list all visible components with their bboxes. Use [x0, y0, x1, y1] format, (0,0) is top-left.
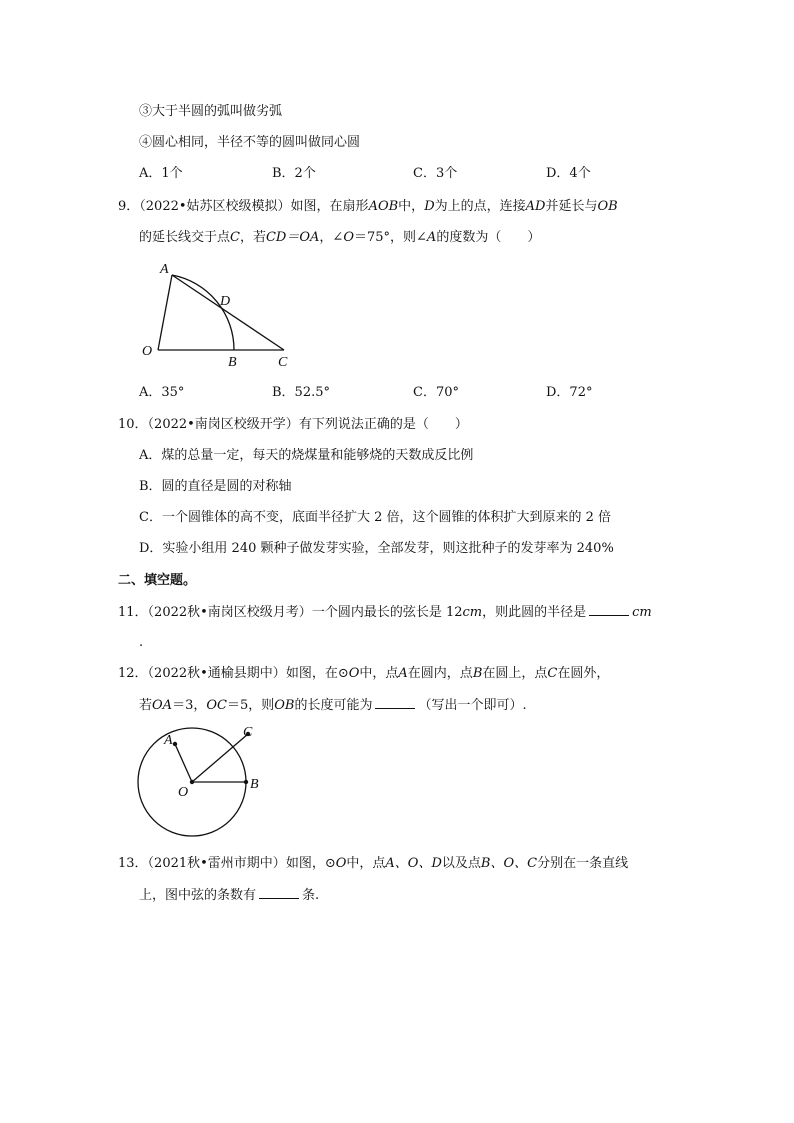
q11-tail: . — [139, 635, 144, 650]
q9-text: 的度数为（ ） — [436, 230, 541, 245]
label-c: C — [278, 355, 288, 370]
q12-text: ＝5，则 — [226, 698, 275, 713]
label-a: A — [164, 733, 173, 748]
label-a: A — [160, 262, 169, 277]
q9-var: C — [230, 230, 240, 245]
q12-source: （2022秋•通榆县期中） — [147, 666, 286, 681]
option-b[interactable]: B．52.5° — [272, 385, 330, 400]
q9-var: AD — [525, 199, 546, 214]
q11-source: （2022秋•南岗区校级月考） — [147, 605, 312, 620]
q12-text: 的长度可能为 — [294, 698, 373, 713]
option-d[interactable]: D．实验小组用 240 颗种子做发芽实验，全部发芽，则这批种子的发芽率为 240% — [139, 541, 614, 556]
q9-var: O — [343, 230, 354, 245]
statement-3: ③大于半圆的弧叫做劣弧 — [139, 104, 283, 119]
q12-var: B — [472, 666, 483, 681]
q12-var: OA — [152, 698, 173, 713]
q10-text: 有下列说法正确的是（ ） — [298, 417, 468, 432]
option-b[interactable]: B．圆的直径是圆的对称轴 — [139, 479, 292, 494]
q13-line-2 — [139, 886, 319, 905]
point-o — [190, 780, 194, 784]
point-b — [244, 780, 248, 784]
q12-figure — [130, 722, 275, 844]
q11-unit: cm — [462, 605, 483, 620]
q9-var: AOB — [368, 199, 399, 214]
q9-number: 9． — [118, 199, 140, 214]
q9-text: 如图，在扇形 — [290, 199, 369, 214]
q13-text: 上，图中弦的条数有 — [139, 888, 257, 903]
q9-var: CD＝OA — [265, 230, 320, 245]
q9-text: 为上的点，连接 — [434, 199, 526, 214]
q12-text: 如图，在⊙ — [285, 666, 349, 681]
q11-text: ，则此圆的半径是 — [482, 605, 587, 620]
q12-text: ＝3， — [172, 698, 207, 713]
option-a[interactable]: A．35° — [139, 385, 185, 400]
q13-source: （2021秋•雷州市期中） — [147, 856, 286, 871]
section-heading: 二、填空题。 — [118, 573, 197, 588]
q13-text: 如图，⊙ — [285, 856, 336, 871]
label-b: B — [250, 777, 259, 792]
segment-oa — [158, 275, 172, 350]
q10-source: （2022•南岗区校级开学） — [147, 417, 299, 432]
q12-number: 12． — [118, 666, 148, 681]
label-c: C — [243, 725, 253, 740]
q9-text: ，若 — [239, 230, 266, 245]
q9-var: D — [424, 199, 435, 214]
option-b[interactable]: B．2个 — [272, 166, 316, 181]
q12-var: O — [348, 666, 360, 681]
q12-var: OC — [206, 698, 227, 713]
option-d[interactable]: D．4个 — [546, 166, 591, 181]
q13-line-1 — [118, 855, 628, 873]
segment-oc — [192, 734, 248, 782]
q9-text: 的延长线交于点 — [139, 230, 231, 245]
q11-text: 一个圆内最长的弦长是 12 — [311, 605, 463, 620]
q12-text: 若 — [139, 698, 153, 713]
q9-text: ＝75°，则∠ — [353, 230, 427, 245]
segment-oa — [175, 744, 192, 782]
q11-line-1 — [118, 603, 652, 622]
label-o: O — [142, 344, 153, 359]
q9-figure — [136, 257, 306, 372]
q12-var: A — [398, 666, 408, 681]
q10-number: 10． — [118, 417, 148, 432]
q9-var: OB — [597, 199, 618, 214]
q12-text: 在圆上，点 — [482, 666, 548, 681]
label-b: B — [228, 355, 237, 370]
option-c[interactable]: C．3个 — [413, 166, 458, 181]
q9-source: （2022•姑苏区校级模拟） — [139, 199, 291, 214]
q12-text: 在圆内，点 — [407, 666, 473, 681]
q11-unit: cm — [632, 605, 652, 620]
q13-var: A、O、D — [385, 856, 442, 871]
answer-blank[interactable] — [259, 886, 299, 899]
q13-text: 分别在一条直线 — [537, 856, 629, 871]
option-a[interactable]: A．煤的总量一定，每天的烧煤量和能够烧的天数成反比例 — [139, 448, 474, 463]
label-d: D — [220, 294, 231, 309]
q9-text: ，∠ — [319, 230, 344, 245]
q12-text: （写出一个即可）. — [418, 698, 527, 713]
segment-ac — [172, 275, 284, 350]
q9-line-1 — [118, 198, 618, 216]
arc-ab — [172, 275, 234, 350]
q9-line-2 — [139, 229, 540, 247]
option-a[interactable]: A．1个 — [139, 166, 183, 181]
q13-number: 13． — [118, 856, 148, 871]
label-o: O — [178, 785, 189, 800]
option-c[interactable]: C．70° — [413, 385, 459, 400]
q13-text: 以及点 — [441, 856, 481, 871]
q13-text: 中，点 — [346, 856, 386, 871]
q12-var: OB — [274, 698, 295, 713]
q11-number: 11． — [118, 605, 148, 620]
answer-blank[interactable] — [375, 696, 415, 709]
point-a — [173, 742, 177, 746]
q9-var: A — [426, 230, 437, 245]
answer-blank[interactable] — [589, 603, 629, 616]
q10-stem — [118, 416, 468, 434]
option-c[interactable]: C．一个圆锥体的高不变，底面半径扩大 2 倍，这个圆锥的体积扩大到原来的 2 倍 — [139, 510, 612, 525]
q12-var: C — [547, 666, 558, 681]
option-d[interactable]: D．72° — [546, 385, 593, 400]
q9-text: 中， — [398, 199, 425, 214]
statement-4: ④圆心相同，半径不等的圆叫做同心圆 — [139, 135, 361, 150]
q13-var: O — [335, 856, 347, 871]
q12-line-2 — [139, 696, 527, 715]
q9-text: 并延长与 — [545, 199, 598, 214]
q13-text: 条. — [302, 888, 320, 903]
q13-var: B、O、C — [480, 856, 538, 871]
q12-line-1 — [118, 665, 609, 683]
q12-text: 在圆外， — [557, 666, 610, 681]
q12-text: 中，点 — [359, 666, 399, 681]
